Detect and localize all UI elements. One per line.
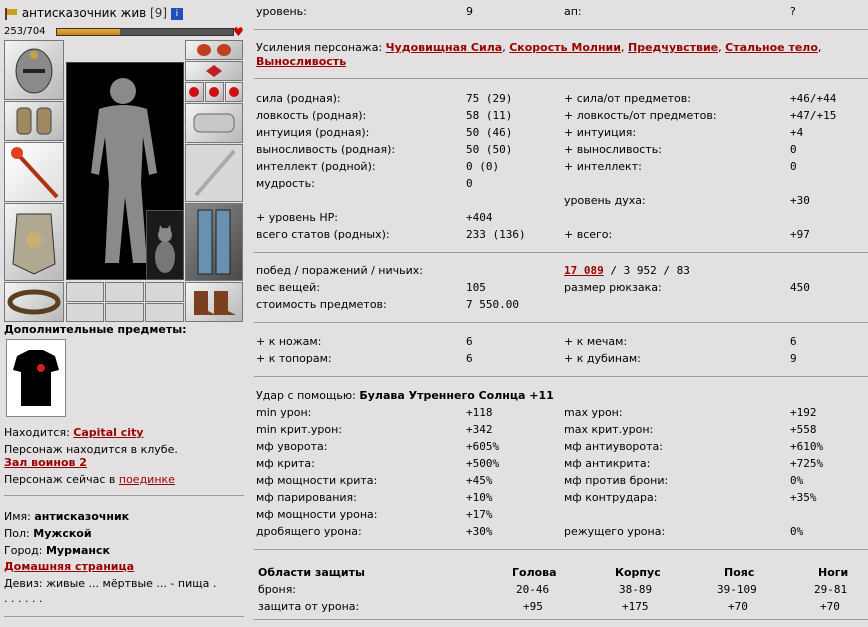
extra-items-title: Дополнительные предметы:	[4, 323, 187, 336]
item-stat-label: + интуиция:	[564, 126, 637, 139]
level-label: уровень:	[256, 5, 307, 18]
club-text: Персонаж находится в клубе.	[4, 443, 178, 456]
stat-label: ловкость (родная):	[256, 109, 367, 122]
earrings-slot[interactable]	[185, 40, 243, 60]
armor-waist: 39-109	[717, 583, 757, 596]
pet-slot[interactable]	[146, 210, 184, 280]
ap-value: ?	[790, 5, 796, 18]
wins-line	[564, 264, 690, 277]
combat-value: +500%	[466, 457, 500, 470]
profile-city: Мурманск	[45, 544, 110, 557]
belt-slot[interactable]	[4, 282, 64, 322]
amulet-slot[interactable]	[185, 61, 243, 81]
rune-slot-3[interactable]	[145, 282, 184, 302]
item-stat-label: + выносливость:	[564, 143, 662, 156]
stat-label: интуиция (родная):	[256, 126, 370, 139]
item-stat-value: +47/+15	[790, 109, 837, 122]
hp-bar-fill	[57, 29, 120, 35]
combat-value: +558	[790, 423, 817, 436]
wins-label: побед / поражений / ничьих:	[256, 264, 423, 277]
helmet-icon	[5, 41, 63, 99]
ring-icon	[186, 83, 203, 101]
hall-link[interactable]: Зал воинов 2	[4, 456, 87, 469]
divider	[254, 29, 868, 30]
helmet-slot[interactable]	[4, 40, 64, 100]
zone-head: Голова	[512, 566, 557, 579]
dmg-body: +175	[622, 600, 649, 613]
motto-text-2: . . . . . .	[4, 592, 43, 605]
combat-label: мф крита:	[256, 457, 315, 470]
combat-label: мф антикрита:	[564, 457, 651, 470]
fight-label: Персонаж сейчас в	[4, 473, 116, 486]
divider	[254, 376, 868, 377]
item-stat-value: +4	[790, 126, 804, 139]
boosts-line: Усиления персонажа: Чудовищная Сила, Скорость Молнии, Предчувствие, Стальное тело,	[256, 41, 822, 54]
hp-bar	[56, 28, 234, 36]
motto-label: Девиз:	[4, 577, 43, 590]
wins-link[interactable]: 17 089	[564, 264, 604, 277]
bracers-icon	[5, 102, 63, 140]
divider	[4, 495, 244, 496]
rune-slot-1[interactable]	[66, 282, 104, 302]
city-label: Город:	[4, 544, 43, 557]
combat-label: мф мощности крита:	[256, 474, 378, 487]
clan-flag-icon[interactable]	[4, 8, 18, 20]
dmg-protect-label: защита от урона:	[258, 600, 360, 613]
character-panel	[0, 0, 248, 627]
armor-slot[interactable]	[4, 203, 64, 281]
cost-label: стоимость предметов:	[256, 298, 387, 311]
combat-value: +30%	[466, 525, 493, 538]
combat-label: мф мощности урона:	[256, 508, 378, 521]
hp-level-value: +404	[466, 211, 493, 224]
weight-value: 105	[466, 281, 486, 294]
combat-label: мф антиуворота:	[564, 440, 663, 453]
total-plus-value: +97	[790, 228, 810, 241]
combat-label: дробящего урона:	[256, 525, 362, 538]
zone-body: Корпус	[615, 566, 661, 579]
leggings-icon	[186, 204, 242, 280]
weapon-slot[interactable]	[4, 142, 64, 202]
belt-icon	[5, 283, 63, 321]
stat-value: 50 (46)	[466, 126, 513, 139]
armor-head: 20-46	[516, 583, 550, 596]
ring-slot-2[interactable]	[205, 82, 224, 102]
axes-value: 6	[466, 352, 473, 365]
zone-waist: Пояс	[724, 566, 755, 579]
boots-icon	[186, 283, 242, 321]
combat-label: min крит.урон:	[256, 423, 343, 436]
armor-label: броня:	[258, 583, 297, 596]
character-header	[4, 6, 183, 20]
ring-slot-1[interactable]	[185, 82, 204, 102]
item-stat-value: +46/+44	[790, 92, 837, 105]
offhand-slot[interactable]	[185, 144, 243, 202]
name-label: Имя:	[4, 510, 31, 523]
profile-sex: Мужской	[33, 527, 92, 540]
zone-legs: Ноги	[818, 566, 849, 579]
rune-slot-2[interactable]	[105, 282, 144, 302]
rune-slot-6[interactable]	[145, 303, 184, 322]
stat-value: 0 (0)	[466, 160, 500, 173]
boots-slot[interactable]	[185, 282, 243, 322]
ap-label: ап:	[564, 5, 582, 18]
divider	[4, 616, 244, 617]
heart-icon: ♥	[233, 25, 244, 39]
combat-value: +17%	[466, 508, 493, 521]
divider	[254, 252, 868, 253]
weight-label: вес вещей:	[256, 281, 321, 294]
cost-value: 7 550.00	[466, 298, 519, 311]
boost-link-strength[interactable]: Чудовищная Сила	[385, 41, 503, 54]
ring-icon	[226, 83, 242, 101]
leggings-slot[interactable]	[185, 203, 243, 281]
total-stats-value: 233 (136)	[466, 228, 526, 241]
combat-label: мф контрудара:	[564, 491, 658, 504]
combat-label: мф парирования:	[256, 491, 357, 504]
item-stat-value: 0	[790, 160, 797, 173]
combat-value: +45%	[466, 474, 493, 487]
divider	[254, 322, 868, 323]
dmg-waist: +70	[728, 600, 748, 613]
total-stats-label: всего статов (родных):	[256, 228, 390, 241]
combat-label: мф против брони:	[564, 474, 669, 487]
combat-value: +605%	[466, 440, 500, 453]
boosts-label: Усиления персонажа:	[256, 41, 383, 54]
armor-icon	[5, 204, 63, 280]
divider	[254, 78, 868, 79]
hp-text: 253/704	[4, 26, 46, 37]
stat-label: сила (родная):	[256, 92, 341, 105]
mace-icon	[5, 143, 63, 201]
clubs-label: + к дубинам:	[564, 352, 641, 365]
motto-text: живые ... мёртвые ... - пища .	[46, 577, 217, 590]
cat-icon	[147, 211, 183, 279]
spirit-value: +30	[790, 194, 810, 207]
bracers-slot[interactable]	[4, 101, 64, 141]
ring-slot-3[interactable]	[225, 82, 243, 102]
stat-value: 58 (11)	[466, 109, 513, 122]
swords-value: 6	[790, 335, 797, 348]
hit-line	[256, 389, 554, 402]
boost-link-endurance[interactable]: Выносливость	[256, 55, 347, 68]
gloves-icon	[186, 104, 242, 142]
combat-value: +192	[790, 406, 817, 419]
stat-value: 0	[466, 177, 473, 190]
knives-label: + к ножам:	[256, 335, 322, 348]
item-stat-label: + сила/от предметов:	[564, 92, 691, 105]
protection-title: Области защиты	[258, 566, 365, 579]
boost-link-intuition[interactable]: Предчувствие	[627, 41, 719, 54]
combat-label: max крит.урон:	[564, 423, 654, 436]
amulet-icon	[186, 62, 242, 80]
dmg-legs: +70	[820, 600, 840, 613]
sex-label: Пол:	[4, 527, 30, 540]
combat-value: 0%	[790, 474, 804, 487]
character-name: антисказочник жив	[21, 6, 147, 20]
combat-value: +118	[466, 406, 493, 419]
item-stat-value: 0	[790, 143, 797, 156]
swords-label: + к мечам:	[564, 335, 628, 348]
rune-slot-4[interactable]	[66, 303, 104, 322]
armor-legs: 29-81	[814, 583, 848, 596]
spirit-label: уровень духа:	[564, 194, 646, 207]
combat-value: 0%	[790, 525, 804, 538]
item-stat-label: + ловкость/от предметов:	[564, 109, 717, 122]
combat-label: max урон:	[564, 406, 623, 419]
stat-label: мудрость:	[256, 177, 315, 190]
hit-label: Удар с помощью:	[256, 389, 356, 402]
gloves-slot[interactable]	[185, 103, 243, 143]
stat-label: интеллект (родной):	[256, 160, 376, 173]
divider	[254, 549, 868, 550]
sword-icon	[186, 145, 242, 201]
clubs-value: 9	[790, 352, 797, 365]
combat-label: min урон:	[256, 406, 312, 419]
losses-draws: / 3 952 / 83	[603, 264, 690, 277]
shirt-icon	[7, 340, 65, 416]
weapon-name: Булава Утреннего Солнца +11	[359, 389, 554, 402]
total-plus-label: + всего:	[564, 228, 613, 241]
fight-line	[4, 473, 175, 486]
combat-label: мф уворота:	[256, 440, 328, 453]
location-label: Находится:	[4, 426, 70, 439]
stat-value: 75 (29)	[466, 92, 513, 105]
item-stat-label: + интеллект:	[564, 160, 642, 173]
info-icon[interactable]: i	[171, 8, 183, 20]
combat-value: +10%	[466, 491, 493, 504]
armor-body: 38-89	[619, 583, 653, 596]
combat-value: +35%	[790, 491, 817, 504]
stat-value: 50 (50)	[466, 143, 513, 156]
earrings-icon	[186, 41, 242, 59]
shirt-slot[interactable]	[6, 339, 66, 417]
location-line	[4, 426, 143, 439]
axes-label: + к топорам:	[256, 352, 332, 365]
divider	[254, 619, 868, 620]
knives-value: 6	[466, 335, 473, 348]
combat-value: +610%	[790, 440, 824, 453]
backpack-label: размер рюкзака:	[564, 281, 662, 294]
ring-icon	[206, 83, 223, 101]
combat-label: режущего урона:	[564, 525, 666, 538]
city-link[interactable]: Capital city	[73, 426, 144, 439]
homepage-link[interactable]: Домашняя страница	[4, 560, 135, 573]
dmg-head: +95	[523, 600, 543, 613]
stat-label: выносливость (родная):	[256, 143, 396, 156]
rune-slot-5[interactable]	[105, 303, 144, 322]
backpack-value: 450	[790, 281, 810, 294]
fight-link[interactable]: поединке	[118, 473, 175, 486]
boost-link-steel[interactable]: Стальное тело	[725, 41, 818, 54]
level-value: 9	[466, 5, 473, 18]
combat-value: +725%	[790, 457, 824, 470]
hp-level-label: + уровень HP:	[256, 211, 338, 224]
character-level: [9]	[150, 6, 168, 20]
boost-link-speed[interactable]: Скорость Молнии	[509, 41, 621, 54]
profile-name: антисказочник	[34, 510, 130, 523]
combat-value: +342	[466, 423, 493, 436]
